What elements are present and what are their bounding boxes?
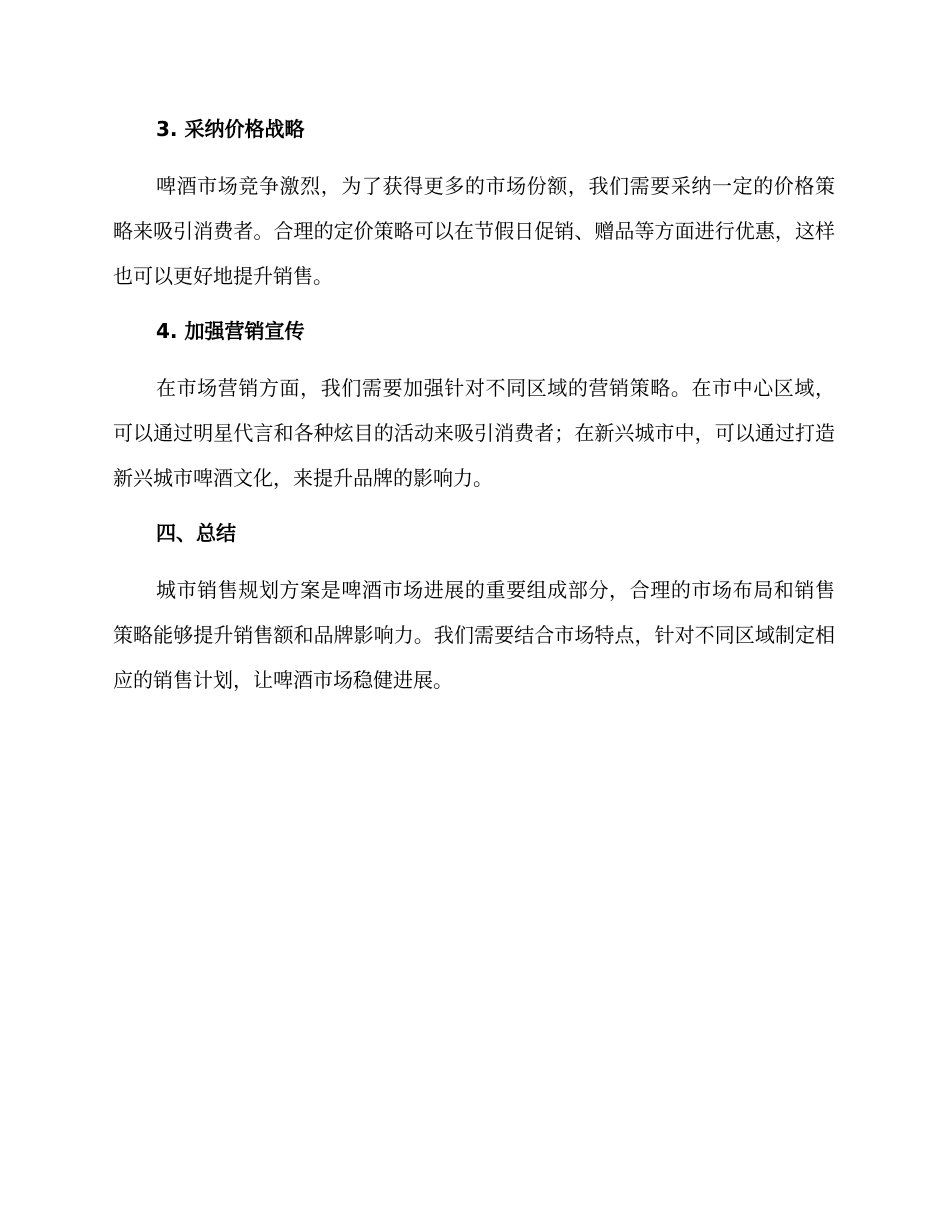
section-heading-pricing-strategy: 3. 采纳价格战略	[156, 117, 305, 141]
section-heading-marketing: 4. 加强营销宣传	[156, 319, 305, 343]
section-paragraph-pricing-strategy: 啤酒市场竞争激烈，为了获得更多的市场份额，我们需要采纳一定的价格策略来吸引消费者。合理的定价策略可以在节假日促销、赠品等方面进行优惠，这样也可以更好地提升销售。	[113, 174, 835, 288]
section-heading-summary: 四、总结	[156, 521, 236, 545]
section-paragraph-marketing: 在市场营销方面，我们需要加强针对不同区域的营销策略。在市中心区域，可以通过明星代言和各种炫目的活动来吸引消费者；在新兴城市中，可以通过打造新兴城市啤酒文化，来提升品牌的影响力。	[113, 376, 835, 490]
document-page	[113, 111, 835, 703]
section-paragraph-summary: 城市销售规划方案是啤酒市场进展的重要组成部分，合理的市场布局和销售策略能够提升销售额和品牌影响力。我们需要结合市场特点，针对不同区域制定相应的销售计划，让啤酒市场稳健进展。	[113, 578, 835, 692]
